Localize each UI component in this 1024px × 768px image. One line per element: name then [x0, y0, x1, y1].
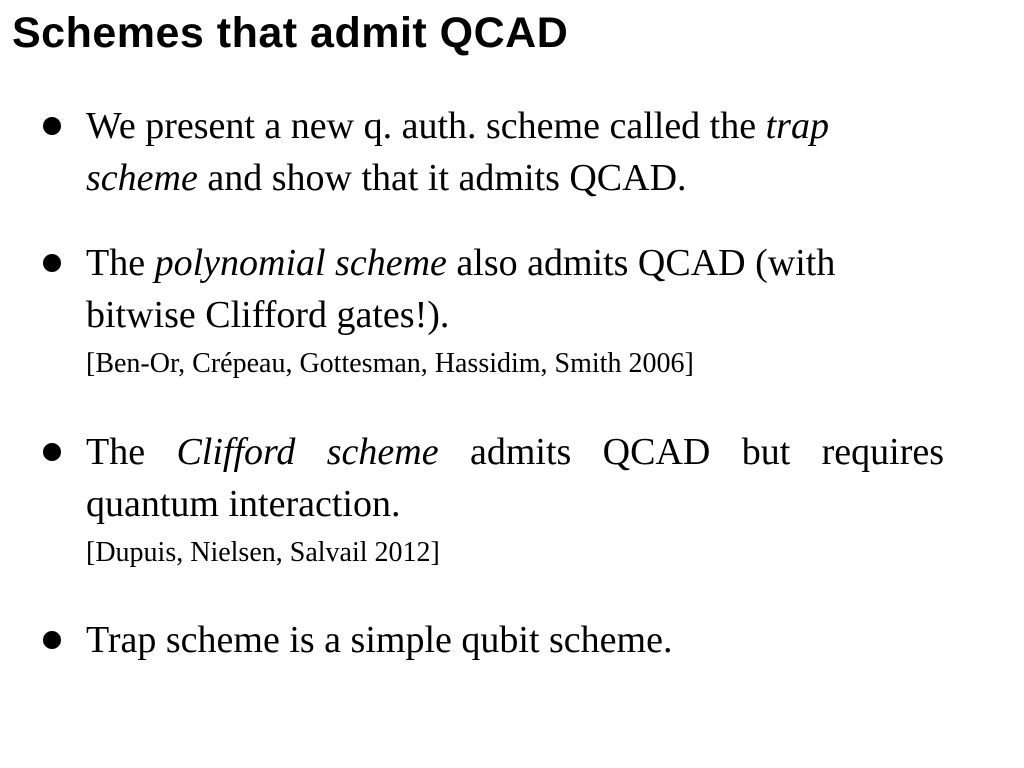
- bullet-text-emphasis: scheme: [86, 157, 198, 199]
- bullet-marker-icon: [43, 443, 61, 461]
- bullet-text-segment: The: [86, 431, 177, 473]
- bullet-line: Trap scheme is a simple qubit scheme.: [86, 619, 673, 661]
- bullet-text-segment: We present a new q. auth. scheme called the: [86, 105, 766, 147]
- bullet-marker-icon: [43, 631, 61, 649]
- citation: [Ben-Or, Crépeau, Gottesman, Hassidim, Smith 2006]: [86, 348, 694, 379]
- bullet-line: [86, 426, 944, 478]
- bullet-line: [86, 152, 944, 204]
- bullet-text: [86, 237, 944, 382]
- bullet-text: [86, 614, 944, 666]
- citation: [Dupuis, Nielsen, Salvail 2012]: [86, 537, 440, 568]
- bullet-text-segment: and show that it admits QCAD.: [197, 157, 687, 199]
- bullet-text: [86, 100, 944, 204]
- bullet-text: [86, 426, 944, 571]
- bullet-marker-icon: [43, 254, 61, 272]
- bullet-marker-icon: [43, 117, 61, 135]
- bullet-text-emphasis: trap: [765, 105, 829, 147]
- bullet-text-emphasis: Clifford scheme: [176, 431, 439, 473]
- bullet-text-segment: also admits QCAD (with: [446, 242, 836, 284]
- bullet-text-emphasis: polynomial scheme: [154, 242, 447, 284]
- bullet-line: [86, 237, 944, 289]
- bullet-text-segment: admits QCAD but requires: [438, 431, 945, 473]
- slide-title: Schemes that admit QCAD: [12, 9, 569, 57]
- bullet-line: quantum interaction.: [86, 483, 401, 525]
- bullet-line: [86, 100, 944, 152]
- bullet-text-segment: The: [86, 242, 155, 284]
- bullet-line: bitwise Clifford gates!).: [86, 294, 450, 336]
